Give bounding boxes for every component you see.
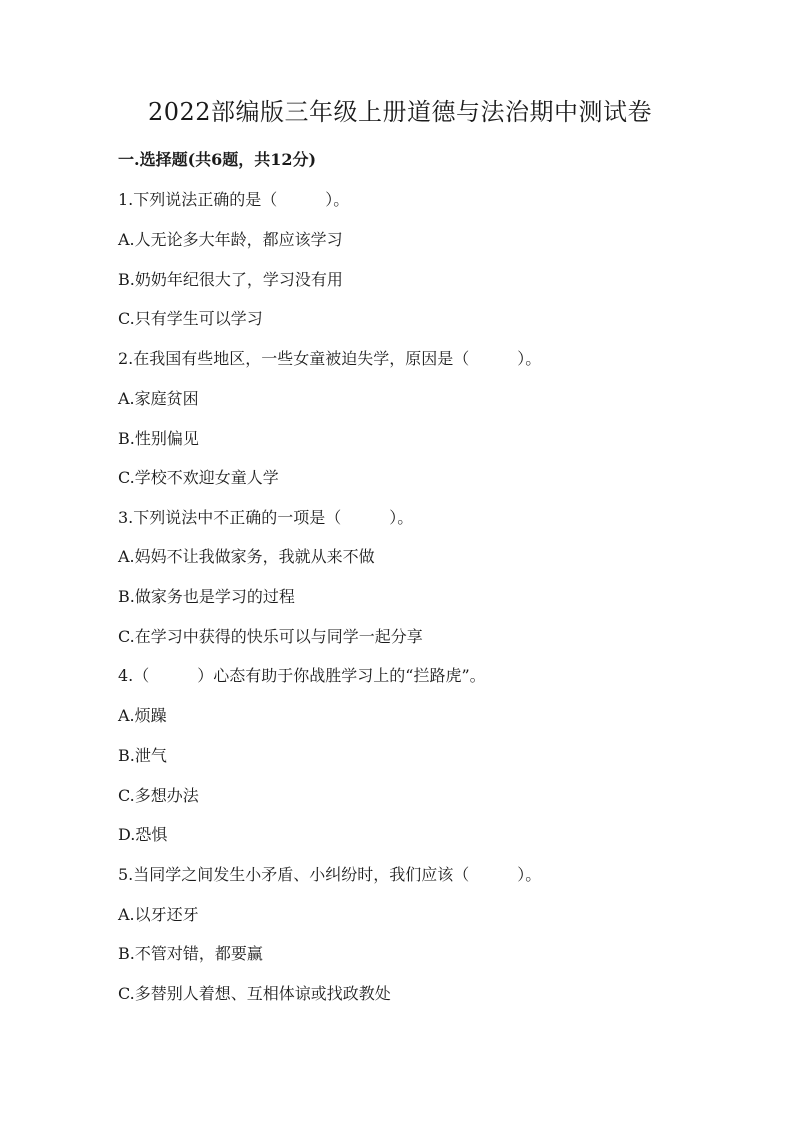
question-3-option-a: A.妈妈不让我做家务，我就从来不做 [118,547,375,566]
question-1-option-a: A.人无论多大年龄，都应该学习 [118,230,343,249]
question-2-option-a: A.家庭贫困 [118,389,199,408]
question-5-option-b: B.不管对错，都要赢 [118,944,263,963]
question-5-stem: 5.当同学之间发生小矛盾、小纠纷时，我们应该（ ）。 [118,865,542,884]
question-3-option-c: C.在学习中获得的快乐可以与同学一起分享 [118,627,423,646]
question-4-option-b: B.泄气 [118,746,167,765]
question-2-stem: 2.在我国有些地区，一些女童被迫失学，原因是（ ）。 [118,349,542,368]
question-5-option-a: A.以牙还牙 [118,905,199,924]
question-4-option-d: D.恐惧 [118,825,168,844]
question-5-option-c: C.多替别人着想、互相体谅或找政教处 [118,984,391,1003]
question-1-stem: 1.下列说法正确的是（ ）。 [118,190,350,209]
page-title: 2022部编版三年级上册道德与法治期中测试卷 [147,98,653,126]
question-3-stem: 3.下列说法中不正确的一项是（ ）。 [118,508,414,527]
question-2-option-b: B.性别偏见 [118,429,199,448]
question-4-stem: 4.（ ）心态有助于你战胜学习上的“拦路虎”。 [118,666,486,685]
question-1-option-c: C.只有学生可以学习 [118,309,263,328]
question-3-option-b: B.做家务也是学习的过程 [118,587,295,606]
question-4-option-c: C.多想办法 [118,786,199,805]
question-1-option-b: B.奶奶年纪很大了，学习没有用 [118,270,343,289]
question-2-option-c: C.学校不欢迎女童人学 [118,468,279,487]
question-4-option-a: A.烦躁 [118,706,167,725]
section-heading: 一.选择题(共6题，共12分) [118,150,317,169]
